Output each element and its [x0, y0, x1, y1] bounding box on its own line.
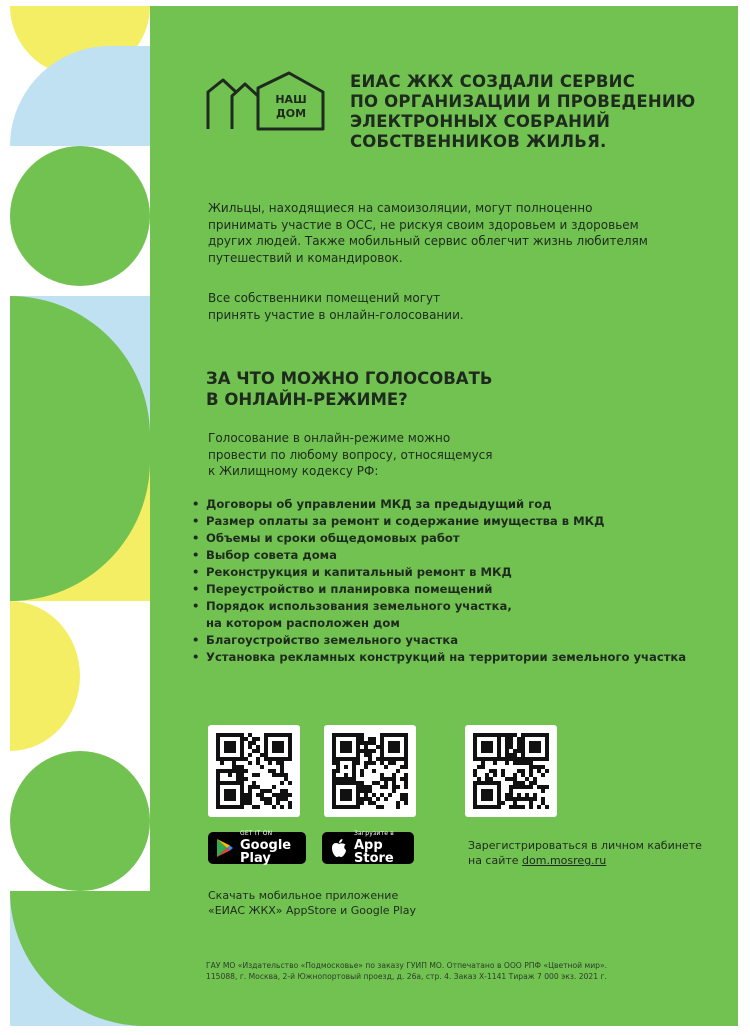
qr-code-icon	[216, 733, 292, 809]
owners-note	[208, 290, 528, 323]
side-block	[10, 296, 150, 446]
headline-line: СОБСТВЕННИКОВ ЖИЛЬЯ.	[350, 132, 607, 151]
yellow-half-circle-shape	[10, 601, 80, 751]
intro-line: принимать участие в ОСС, не рискуя своим здоровьем и здоровьем	[208, 217, 639, 232]
footer-line: ГАУ МО «Издательство «Подмосковье» по заказу ГУИП МО. Отпечатано в ООО РПФ «Цветной мир».	[206, 961, 608, 970]
footer-line: 115088, г. Москва, 2-й Южнопортовый проезд, д. 26а, стр. 4. Заказ Х-1141 Тираж 7 000 экз. 2021 г.	[206, 972, 607, 981]
owners-note-line: принять участие в онлайн-голосовании.	[208, 307, 464, 322]
house-outline-icon	[205, 70, 327, 132]
headline-line: ЭЛЕКТРОННЫХ СОБРАНИЙ	[350, 112, 611, 131]
qr-code-registration[interactable]	[465, 725, 557, 817]
intro-line: других людей. Также мобильный сервис облегчит жизнь любителям	[208, 234, 648, 248]
google-play-button[interactable]	[208, 832, 306, 864]
google-play-label: Google Play	[240, 838, 292, 866]
app-store-button[interactable]	[322, 832, 414, 864]
side-block	[10, 6, 150, 146]
qr-code-icon	[473, 733, 549, 809]
green-circle-shape	[10, 751, 150, 891]
logo-line1: НАШ	[275, 93, 307, 106]
side-block	[10, 751, 150, 891]
green-quarter-shape	[10, 446, 150, 601]
owners-note-line: Все собственники помещений могут	[208, 291, 441, 305]
intro-paragraph	[208, 200, 678, 266]
logo-line2: ДОМ	[275, 107, 307, 120]
list-item: • Договоры об управлении МКД за предыдущий год	[190, 496, 720, 513]
side-block	[10, 891, 150, 1026]
headline-line: ПО ОРГАНИЗАЦИИ И ПРОВЕДЕНИЮ	[350, 92, 696, 111]
section-title-line: ЗА ЧТО МОЖНО ГОЛОСОВАТЬ	[206, 369, 493, 388]
intro-line: путешествий и командировок.	[208, 250, 403, 265]
section-intro-line: Голосование в онлайн-режиме можно	[208, 431, 451, 445]
registration-link[interactable]: dom.mosreg.ru	[522, 854, 607, 867]
list-item: • Выбор совета дома	[190, 547, 720, 564]
side-block	[10, 446, 150, 601]
google-play-icon	[216, 838, 234, 858]
download-line: «ЕИАС ЖКХ» AppStore и Google Play	[208, 904, 416, 917]
voting-topics-list	[190, 496, 720, 666]
qr-code-google-play[interactable]	[208, 725, 300, 817]
blue-quarter-shape	[10, 46, 150, 146]
qr-code-icon	[332, 733, 408, 809]
main-headline	[350, 72, 720, 152]
imprint-footer	[206, 960, 726, 982]
section-intro-line: к Жилищному кодексу РФ:	[208, 464, 379, 478]
decorative-side-band	[10, 6, 150, 1026]
section-intro	[208, 430, 518, 480]
section-title-line: В ОНЛАЙН-РЕЖИМЕ?	[206, 390, 408, 409]
list-item: • Порядок использования земельного участка, на котором расположен дом	[190, 598, 720, 632]
section-title	[206, 368, 586, 410]
registration-line	[468, 853, 738, 868]
green-quarter-shape	[10, 891, 150, 1026]
intro-line: Жильцы, находящиеся на самоизоляции, могут полноценно	[208, 201, 593, 215]
registration-text	[468, 838, 738, 868]
side-block	[10, 146, 150, 296]
download-line: Скачать мобильное приложение	[208, 889, 399, 902]
app-store-small-label: Загрузите в	[354, 830, 394, 837]
qr-code-app-store[interactable]	[324, 725, 416, 817]
headline-line: ЕИАС ЖКХ СОЗДАЛИ СЕРВИС	[350, 72, 636, 91]
flyer-page	[10, 6, 738, 1026]
registration-line: Зарегистрироваться в личном кабинете	[468, 839, 702, 852]
google-play-small-label: GET IT ON	[240, 830, 273, 837]
registration-prefix: на сайте	[468, 854, 523, 867]
side-block	[10, 601, 150, 751]
apple-icon	[330, 838, 348, 858]
section-intro-line: провести по любому вопросу, относящемуся	[208, 447, 493, 462]
list-item: • Реконструкция и капитальный ремонт в МКД	[190, 564, 720, 581]
download-text	[208, 888, 468, 918]
list-item: • Размер оплаты за ремонт и содержание имущества в МКД	[190, 513, 720, 530]
app-store-label: App Store	[354, 838, 394, 866]
list-item: • Установка рекламных конструкций на территории земельного участка	[190, 649, 720, 666]
green-quarter-shape	[10, 296, 150, 446]
list-item: • Благоустройство земельного участка	[190, 632, 720, 649]
list-item: • Переустройство и планировка помещений	[190, 581, 720, 598]
list-item: • Объемы и сроки общедомовых работ	[190, 530, 720, 547]
green-circle-shape	[10, 146, 150, 286]
nash-dom-logo	[205, 70, 327, 132]
